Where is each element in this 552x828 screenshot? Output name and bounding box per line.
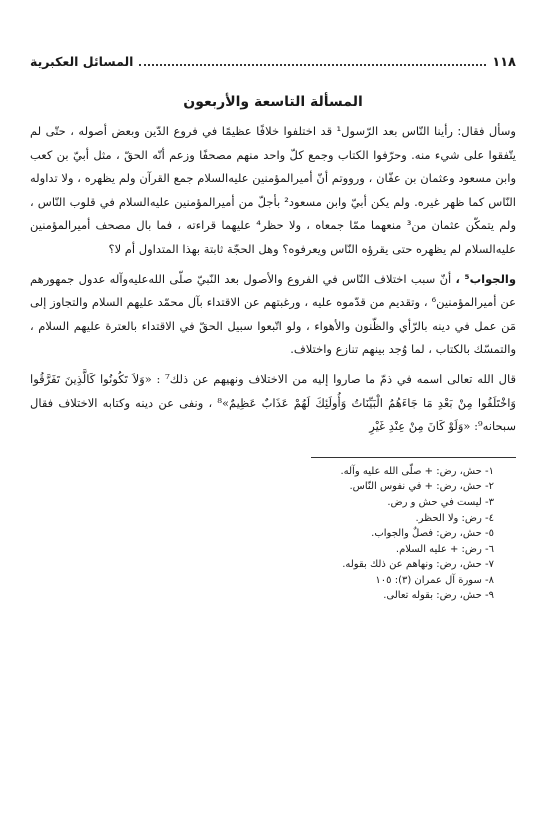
main-text	[30, 120, 516, 439]
answer-paragraph	[30, 268, 516, 362]
footnotes-list	[30, 464, 516, 604]
answer-lead: والجواب⁵ ،	[455, 271, 516, 286]
running-header	[30, 54, 516, 72]
page-number: ١١٨	[492, 55, 516, 70]
book-title: المسائل العكبرية	[30, 54, 134, 69]
footnote-item: ١- حش، رض: + صلّى الله عليه وآله.	[340, 465, 494, 477]
header-dotted-leader	[139, 55, 486, 66]
footnote-item: ٣- ليست في حش و رض.	[387, 496, 494, 508]
footnote-item: ٦- رض: + عليه السلام.	[395, 543, 494, 555]
footnote-item: ٨- سورة آل عمران (٣): ١٠٥	[375, 574, 494, 586]
book-page	[30, 54, 516, 814]
footnote-separator	[311, 457, 516, 458]
answer-text: أنّ سبب اختلاف النّاس في الفروع والأصول بعد النّبيّ صلّى الله‌عليه‌وآله عدول جمهورهم عن أميرالمؤمنين⁶ ، وتقديم من قدّموه عليه ، ورغبتهم عن الاقتداء بآل محمّد عليهم السلام والتجاوز إلى مَن عمل في دينه بالرّأي والظّنون والأهواء ، ولو اتّبعوا سبيل الحقّ في الاقتداء بالعترة عليهم السلام ، والتمسّك بالكتاب ، لما وُجد بينهم تنازع واختلاف.	[30, 271, 516, 357]
quran-paragraph: قال الله تعالى اسمه في ذمّ ما صاروا إليه من الاختلاف ونهيهم عن ذلك⁷ : «وَلاَ تَكُونُوا كَالَّذِينَ تَفَرَّقُوا وَاخْتَلَفُوا مِنْ بَعْدِ مَا جَاءَهُمُ الْبَيِّنَاتُ وَأُولَئِكَ لَهُمْ عَذَابٌ عَظِيمٌ»⁸ ، ونفى عن دينه وكتابه الاختلاف فقال سبحانه⁹: «وَلَوْ كَانَ مِنْ عِنْدِ غَيْرِ	[30, 371, 516, 434]
question-paragraph: وسأل فقال: رأينا النّاس بعد الرّسول¹ قد اختلفوا خلافًا عظيمًا في فروع الدّين وبعض أصوله ، حتّى لم يتّفقوا على شيء منه. وحرّفوا الكتاب وجمع كلّ واحد منهم مصحفًا وزعم أنّه الحقّ ، مثل أبيّ بن كعب وابن مسعود وعثمان بن عفّان ، ورووتم أنّ أميرالمؤمنين عليه‌السلام جمع القرآن ولم يظهره ، ولا تداوله النّاس كما ظهر غيره. ولم يكن أبيّ وابن مسعود² بأجلّ من أميرالمؤمنين عليه‌السلام في قلوب النّاس ، ولم يتمكّن عثمان من³ منعهما ممّا جمعاه ، ولا حظر⁴ عليهما قراءته ، فما بال مصحف أميرالمؤمنين عليه‌السلام لم يظهره حتى يقرؤه النّاس ويعرفوه؟ وهل الحجّة ثابتة بهذا المتداول أم لا؟	[30, 124, 516, 256]
footnote-item: ٧- حش، رض: ونهاهم عن ذلك بقوله.	[342, 559, 494, 571]
footnote-item: ٥- حش، رض: فصلٌ والجواب.	[371, 528, 494, 540]
footnote-item: ٢- حش، رض: + في نفوس النّاس.	[349, 481, 494, 493]
footnote-item: ٤- رض: ولا الحظر.	[415, 512, 494, 524]
footnote-separator-wrap	[30, 439, 516, 464]
footnote-item: ٩- حش، رض: بقوله تعالى.	[383, 590, 494, 602]
chapter-title: المسألة التاسعة والأربعون	[183, 94, 363, 110]
